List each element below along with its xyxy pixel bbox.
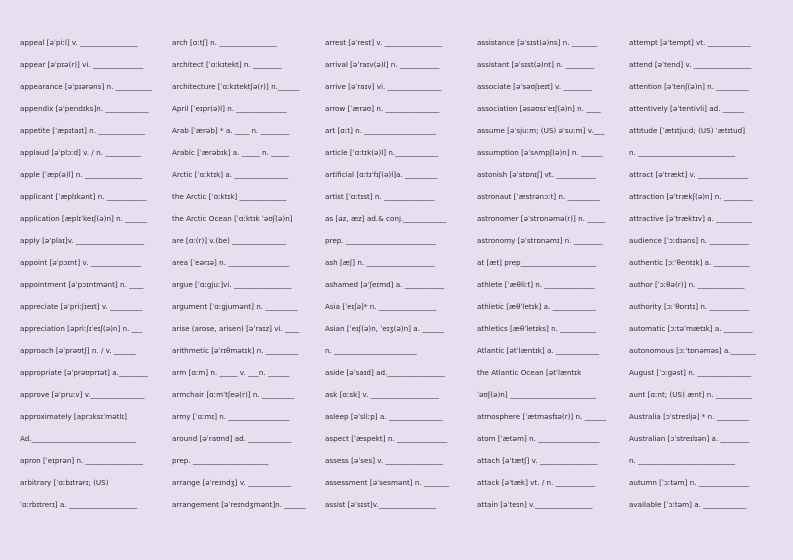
vocab-entry: astronomer [əˈstrɒnəmə(r)] n. _____ xyxy=(477,214,606,223)
vocab-entry: argument [ˈɑːgjumənt] n. _________ xyxy=(172,302,298,311)
vocab-entry: applaud [əˈplɔːd] v. / n. __________ xyxy=(20,148,142,157)
vocab-entry: August [ˈɔːgəst] n. _______________ xyxy=(629,368,752,377)
vocab-entry: ashamed [əˈʃeɪmd] a. ___________ xyxy=(325,280,445,289)
vocab-entry: around [əˈraʊnd] ad. ____________ xyxy=(172,434,292,443)
vocab-entry: arm [ɑːm] n. _____ v. ___n. ______ xyxy=(172,368,290,377)
vocab-entry: attitude [ˈætɪtjuːd; (US) ˈætɪtud] xyxy=(629,126,746,135)
vocab-entry: attempt [əˈtempt] vt. ____________ xyxy=(629,38,751,47)
vocab-entry: article [ˈɑːtɪk(ə)l] n.____________ xyxy=(325,148,439,157)
vocab-entry: approve [əˈpruːv] v._______________ xyxy=(20,390,145,399)
vocab-entry: athletics [æθˈletɪks] n. __________ xyxy=(477,324,597,333)
vocab-entry: arrival [əˈraɪv(ə)l] n. ___________ xyxy=(325,60,440,69)
vocab-entry: Ad._____________________________ xyxy=(20,434,136,443)
vocab-entry: application [æplɪˈkeɪʃ(ə)n] n. ______ xyxy=(20,214,147,223)
vocab-entry: authentic [ɔːˈθentɪk] a. __________ xyxy=(629,258,750,267)
vocab-entry: appendix [əˈpendɪks]n. ____________ xyxy=(20,104,149,113)
vocab-entry: n. ___________________________ xyxy=(629,456,736,465)
vocab-entry: n. ___________________________ xyxy=(629,148,736,157)
vocab-entry: army [ˈɑːmɪ] n. _________________ xyxy=(172,412,290,421)
vocab-entry: n. _______________________ xyxy=(325,346,417,355)
vocab-entry: assist [əˈsɪst]v.________________ xyxy=(325,500,437,509)
vocab-entry: appreciation [əpriːʃɪˈeɪʃ(ə)n] n. ___ xyxy=(20,324,143,333)
vocab-entry: Australian [ɔˈstreɪlɪən] a. ________ xyxy=(629,434,750,443)
vocab-entry: Arabic [ˈærəbɪk] a. _____ n. _____ xyxy=(172,148,290,157)
vocab-entry: assessment [əˈsesmənt] n. _______ xyxy=(325,478,450,487)
vocab-entry: assistance [əˈsɪst(ə)ns] n. _______ xyxy=(477,38,597,47)
vocab-entry: appreciate [əˈpriːʃɪeɪt] v. _________ xyxy=(20,302,143,311)
vocab-entry: arise (arose, arisen) [əˈraɪz] vi. ____ xyxy=(172,324,300,333)
vocab-entry: arrive [əˈraɪv] vi. _______________ xyxy=(325,82,442,91)
vocab-entry: appoint [əˈpɔɪnt] v. ______________ xyxy=(20,258,142,267)
vocab-entry: artist [ˈɑːtɪst] n. ______________ xyxy=(325,192,435,201)
vocab-entry: aunt [ɑːnt; (US) ænt] n. __________ xyxy=(629,390,752,399)
vocab-entry: attentively [əˈtentivli] ad. ______ xyxy=(629,104,745,113)
vocab-entry: attach [əˈtætʃ] v. ________________ xyxy=(477,456,598,465)
vocab-entry: ˈəʊʃ(ə)n] ________________________ xyxy=(477,390,597,399)
vocab-entry: apple [ˈæp(ə)l] n. ________________ xyxy=(20,170,143,179)
vocab-entry: assume [əˈsjuːm; (US) əˈsuːm] v.___ xyxy=(477,126,605,135)
vocab-entry: prep. _____________________ xyxy=(172,456,269,465)
vocab-entry: Asia [ˈeɪʃə]* n. ________________ xyxy=(325,302,437,311)
vocab-entry: art [ɑːt] n. ____________________ xyxy=(325,126,437,135)
vocab-entry: are [ɑː(r)] v.(be) _______________ xyxy=(172,236,287,245)
vocab-entry: aside [əˈsaɪd] ad.________________ xyxy=(325,368,445,377)
vocab-entry: associate [əˈsəʊʃɪeɪt] v. ________ xyxy=(477,82,593,91)
vocab-entry: arrow [ˈærəʊ] n. _______________ xyxy=(325,104,440,113)
vocab-entry: astronaut [ˈæstrənɔːt] n. _________ xyxy=(477,192,600,201)
vocab-entry: ash [æʃ] n. ___________________ xyxy=(325,258,435,267)
vocab-entry: Asian [ˈeɪʃ(ə)n, ˈeɪʒ(ə)n] a. ______ xyxy=(325,324,444,333)
vocab-entry: approximately [aprɔksɪˈmətlɪ] xyxy=(20,412,127,421)
vocab-entry: automatic [ɔːtəˈmætɪk] a. ________ xyxy=(629,324,753,333)
vocab-entry: attack [əˈtæk] vt. / n. ___________ xyxy=(477,478,596,487)
vocab-entry: available [ˈɔːtəm] a. ____________ xyxy=(629,500,747,509)
vocab-column-5 xyxy=(629,38,779,522)
vocab-entry: aspect [ˈæspekt] n. ______________ xyxy=(325,434,448,443)
vocab-entry: attractive [əˈtræktɪv] a. __________ xyxy=(629,214,753,223)
vocab-column-1 xyxy=(20,38,170,522)
vocab-entry: architecture [ˈɑːkɪtektʃə(r)] n.______ xyxy=(172,82,300,91)
vocab-entry: arbitrary [ˈɑːbɪtrərɪ; (US) xyxy=(20,478,109,487)
vocab-column-3 xyxy=(325,38,475,522)
vocab-entry: arrangement [əˈreɪndʒmənt]n. ______ xyxy=(172,500,306,509)
vocab-entry: athletic [æθˈletɪk] a. ____________ xyxy=(477,302,596,311)
vocab-entry: the Arctic Ocean [ˈɑːktɪk ˈəʊʃ(ə)n] xyxy=(172,214,293,223)
vocab-entry: autonomous [ɔːˈtɒnəməs] a._______ xyxy=(629,346,756,355)
vocab-entry: assumption [əˈsʌmpʃ(ə)n] n. ______ xyxy=(477,148,603,157)
vocab-entry: April [ˈeɪpr(ə)l] n. ______________ xyxy=(172,104,287,113)
vocab-entry: Arctic [ˈɑːktɪk] a. _______________ xyxy=(172,170,289,179)
vocab-entry: athlete [ˈæθliːt] n. ______________ xyxy=(477,280,595,289)
vocab-entry: appropriate [əˈprəʊprɪət] a.________ xyxy=(20,368,148,377)
vocab-entry: Atlantic [ətˈlæntɪk] a. ____________ xyxy=(477,346,600,355)
vocab-entry: arithmetic [əˈrɪθmətɪk] n. _________ xyxy=(172,346,299,355)
vocab-entry: the Arctic [ˈɑːktɪk] _____________ xyxy=(172,192,287,201)
vocab-entry: attention [əˈtenʃ(ə)n] n. _________ xyxy=(629,82,749,91)
vocab-entry: Australia [ɔˈstreɪljə] * n. _________ xyxy=(629,412,750,421)
vocab-entry: audience [ˈɔːdɪəns] n. ___________ xyxy=(629,236,750,245)
vocab-entry: ˈɑːrbɪtrerɪ] a. ___________________ xyxy=(20,500,138,509)
vocab-entry: architect [ˈɑːkɪtekt] n. ________ xyxy=(172,60,282,69)
vocab-entry: asleep [əˈsliːp] a. _______________ xyxy=(325,412,443,421)
vocab-entry: authority [ɔːˈθɒrɪtɪ] n. ___________ xyxy=(629,302,750,311)
vocab-entry: argue [ˈɑːgjuː]vi. ________________ xyxy=(172,280,292,289)
vocab-entry: author [ˈɔːθə(r)] n. _____________ xyxy=(629,280,745,289)
vocab-entry: area [ˈeərɪə] n. _________________ xyxy=(172,258,290,267)
vocab-entry: astronomy [əˈstrɒnəmɪ] n. ________ xyxy=(477,236,603,245)
vocab-column-4 xyxy=(477,38,627,522)
vocab-entry: arch [ɑːtʃ] n. ________________ xyxy=(172,38,277,47)
vocab-entry: attract [əˈtrækt] v. ______________ xyxy=(629,170,749,179)
vocab-entry: assess [əˈses] v. ________________ xyxy=(325,456,444,465)
vocab-entry: prep. _________________________ xyxy=(325,236,436,245)
vocab-entry: appear [əˈpɪə(r)] vi. ______________ xyxy=(20,60,144,69)
vocab-entry: apply [əˈplaɪ]v. ___________________ xyxy=(20,236,145,245)
vocab-entry: appeal [əˈpiːl] v. ________________ xyxy=(20,38,138,47)
vocab-entry: atom [ˈætəm] n. _________________ xyxy=(477,434,600,443)
vocab-entry: arrange [əˈreɪndʒ] v. ____________ xyxy=(172,478,292,487)
vocab-column-2 xyxy=(172,38,322,522)
vocab-entry: appetite [ˈæpɪtaɪt] n. _____________ xyxy=(20,126,146,135)
vocab-entry: as [əz, æz] ad.& conj.____________ xyxy=(325,214,447,223)
vocab-entry: applicant [ˈæplɪkənt] n. ___________ xyxy=(20,192,147,201)
vocab-entry: appearance [əˈpɪərəns] n. __________ xyxy=(20,82,152,91)
vocab-entry: artificial [ɑːtɪˈfɪʃ(ə)l]a. _________ xyxy=(325,170,438,179)
vocab-entry: arrest [əˈrest] v. ________________ xyxy=(325,38,443,47)
vocab-entry: apron [ˈeɪprən] n. ________________ xyxy=(20,456,144,465)
vocab-entry: attraction [əˈtrækʃ(ə)n] n. ________ xyxy=(629,192,753,201)
vocab-entry: astonish [əˈstɒnɪʃ] vt. ___________ xyxy=(477,170,596,179)
vocab-entry: attend [əˈtend] v. ________________ xyxy=(629,60,752,69)
vocab-entry: appointment [əˈpɔɪntmənt] n. ____ xyxy=(20,280,144,289)
vocab-entry: Arab [ˈærəb] * a. ____ n. ________ xyxy=(172,126,290,135)
vocab-entry: ask [ɑːsk] v. ___________________ xyxy=(325,390,439,399)
vocab-entry: atmosphere [ˈætməsfɪə(r)] n. ______ xyxy=(477,412,607,421)
vocab-entry: armchair [ɑːmˈtʃeə(r)] n. _________ xyxy=(172,390,295,399)
vocab-entry: approach [əˈprəʊtʃ] n. / v. ______ xyxy=(20,346,136,355)
vocab-entry: the Atlantic Ocean [ətˈlæntɪk xyxy=(477,368,582,377)
vocab-entry: autumn [ˈɔːtəm] n. ______________ xyxy=(629,478,750,487)
vocab-entry: assistant [əˈsɪst(ə)nt] n. ________ xyxy=(477,60,595,69)
vocab-entry: association [əsəʊsɪˈeɪʃ(ə)n] n. ____ xyxy=(477,104,601,113)
vocab-entry: attain [əˈteɪn] v.________________ xyxy=(477,500,593,509)
vocab-entry: at [æt] prep_____________________ xyxy=(477,258,597,267)
